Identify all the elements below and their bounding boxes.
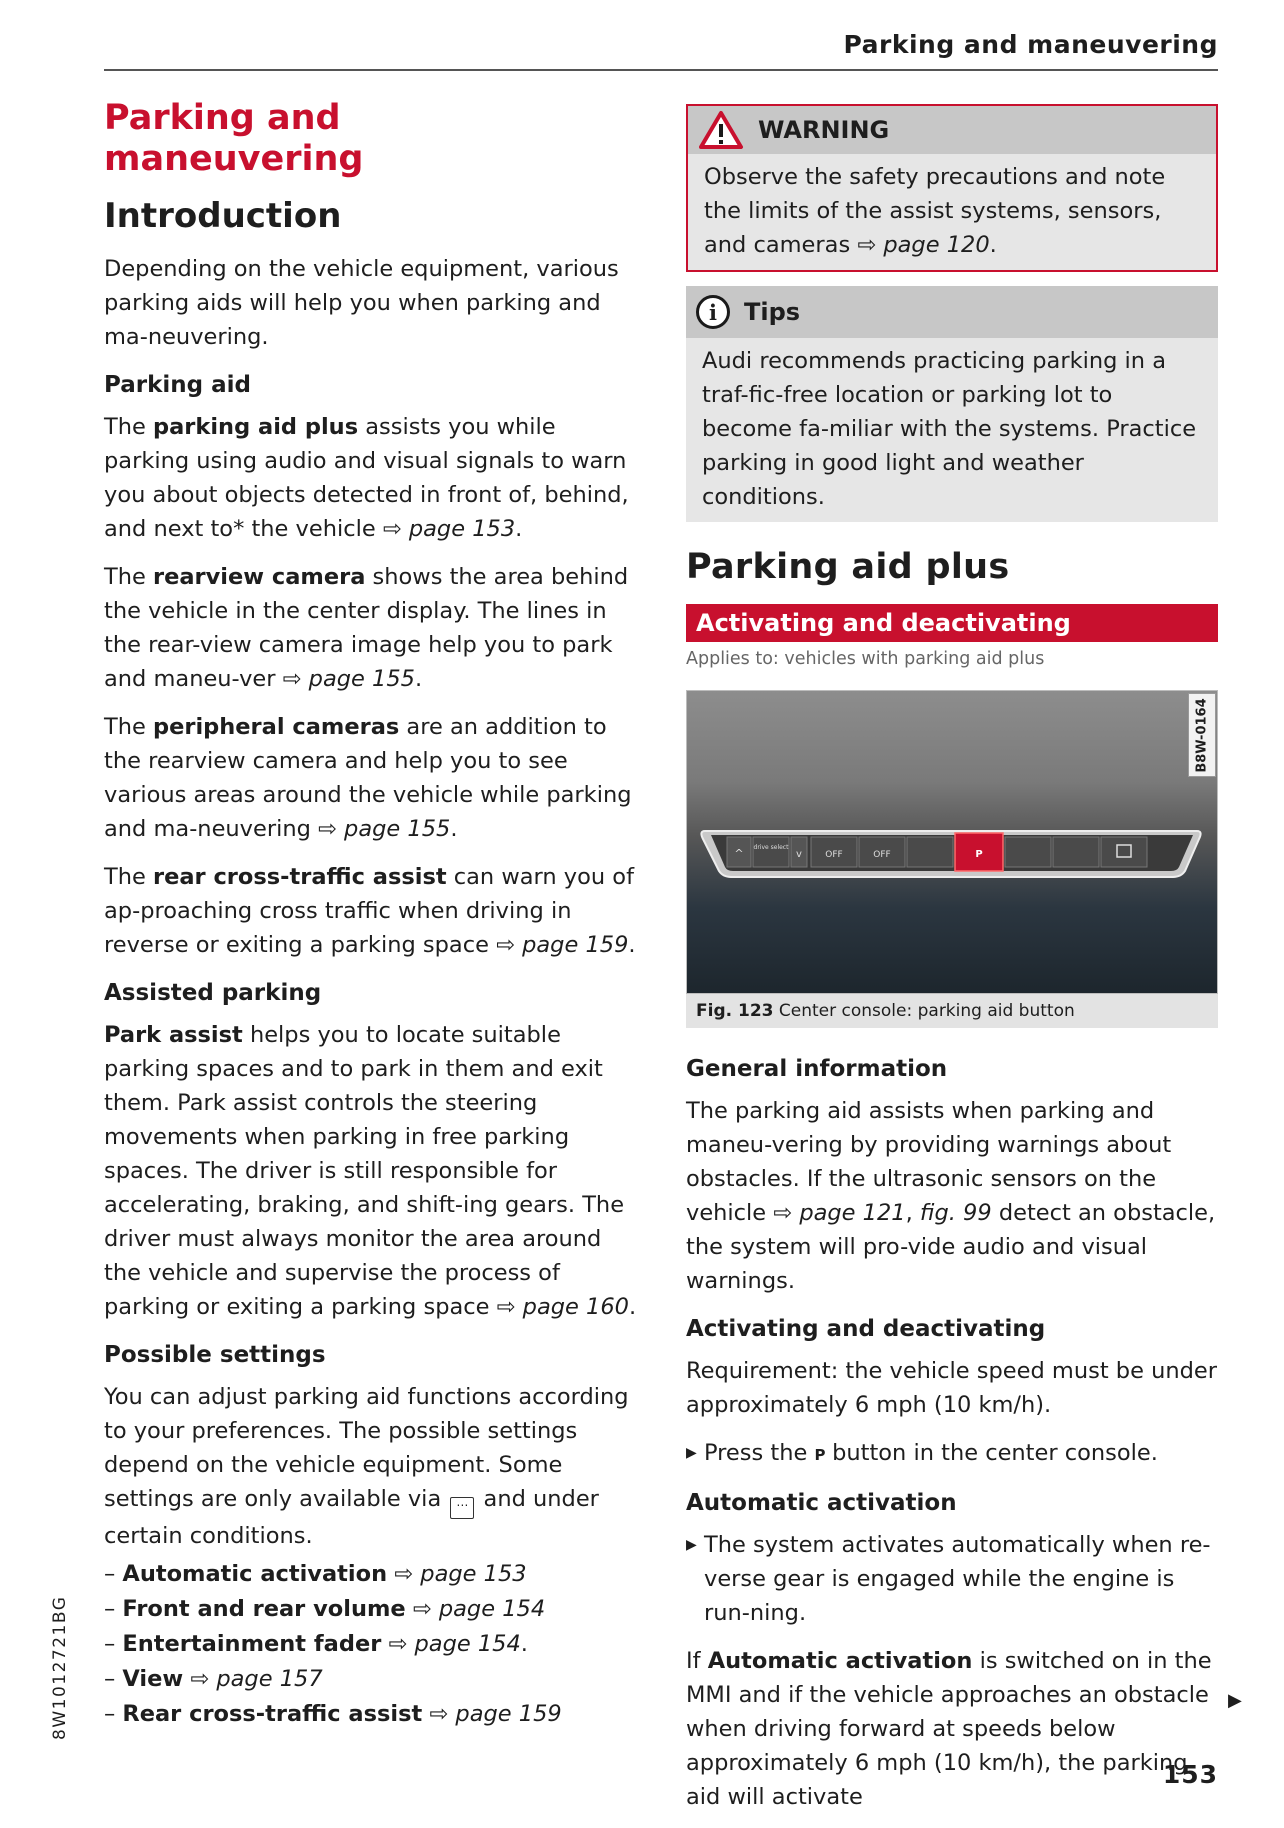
settings-list (104, 1557, 644, 1732)
page-ref-link[interactable] (318, 816, 450, 842)
tips-box (686, 286, 1218, 522)
ref-arrow-icon: ⇨ (496, 1294, 516, 1320)
ref-arrow-icon: ⇨ (282, 666, 302, 692)
setting-label: Front and rear volume (122, 1596, 406, 1622)
ref-text: page 154 (438, 1596, 546, 1622)
ref-text: page 160 (522, 1294, 629, 1320)
page-ref-link[interactable] (383, 516, 515, 542)
ref-text: page 155 (308, 666, 415, 692)
text: The (104, 564, 153, 590)
text: The parking aid assists when parking and maneu-vering by providing warnings about obstacles. If the ultrasonic sensors on the vehicle (686, 1098, 1172, 1226)
header-rule (104, 69, 1218, 71)
ref-arrow-icon: ⇨ (429, 1701, 449, 1727)
subhead-assisted-parking: Assisted parking (104, 980, 322, 1006)
ref-arrow-icon: ⇨ (394, 1561, 414, 1587)
text: The (104, 864, 153, 890)
text: assists you while parking using audio and visual signals to warn you about objects detected in front of, behind, and next to* the vehicle (104, 414, 629, 542)
section-title-introduction: Introduction (104, 196, 342, 236)
paragraph-general-information: The parking aid assists when parking and maneu-vering by providing warnings about obstacles. If the ultrasonic sensors on the vehicle ⇨ page 121, fig. 99 detect an obstacle, the system will pro-vide audio and visual warnings. (686, 1098, 1216, 1294)
parking-aid-button-symbol: P (814, 1446, 825, 1464)
text: The system activates automatically when re-verse gear is engaged while the engine is run-ning. (704, 1532, 1211, 1626)
ref-arrow-icon: ⇨ (318, 816, 337, 842)
page-number: 153 (1162, 1760, 1218, 1789)
running-header: Parking and maneuvering (843, 30, 1218, 59)
term-parking-aid-plus: parking aid plus (153, 414, 359, 440)
text: Press the (704, 1440, 815, 1466)
subhead-activating-deactivating: Activating and deactivating (686, 1316, 1046, 1342)
page-ref-link[interactable] (190, 1666, 322, 1692)
step-press-button (686, 1436, 1218, 1472)
term-rearview-camera: rearview camera (153, 564, 366, 590)
warning-text (688, 154, 1216, 270)
paragraph-park-assist (104, 1018, 644, 1324)
ref-arrow-icon: ⇨ (857, 232, 877, 258)
ref-arrow-icon: ⇨ (496, 932, 515, 958)
settings-list-item (104, 1592, 644, 1627)
chapter-title (104, 98, 644, 180)
tips-text: Audi recommends practicing parking in a traf-fic-free location or parking lot to become fa-miliar with the systems. Practice parking in good light and weather conditions. (702, 348, 1197, 510)
page-ref-link[interactable] (413, 1596, 545, 1622)
ref-text: page 155 (344, 816, 451, 842)
btn-drive-select-label: drive select (753, 844, 789, 851)
term-park-assist: Park assist (104, 1022, 243, 1048)
text: shows the area behind the vehicle in the center display. The lines in the rear-view camera image help you to park and maneu-ver (104, 564, 629, 692)
setting-label: Automatic activation (122, 1561, 388, 1587)
setting-label: View (122, 1666, 184, 1692)
menu-icon: ⋯ (450, 1497, 474, 1519)
step-bullet-icon: ▶ (686, 1445, 697, 1461)
intro-paragraph: Depending on the vehicle equipment, various parking aids will help you when parking and ma-neuvering. (104, 256, 619, 350)
settings-list-item (104, 1697, 644, 1732)
ref-text: page 159 (455, 1701, 562, 1727)
page-ref-link[interactable] (388, 1631, 520, 1657)
btn-off-2-label: OFF (873, 850, 891, 860)
paragraph-requirement: Requirement: the vehicle speed must be under approximately 6 mph (10 km/h). (686, 1358, 1217, 1418)
settings-list-item (104, 1557, 644, 1592)
continue-arrow-icon: ▶ (1228, 1690, 1242, 1711)
paragraph-possible-settings (104, 1380, 644, 1553)
applies-to-note: Applies to: vehicles with parking aid plus (686, 649, 1045, 669)
term-rear-cross-traffic-assist: rear cross-traffic assist (153, 864, 447, 890)
ref-text: page 153 (420, 1561, 527, 1587)
subhead-possible-settings: Possible settings (104, 1342, 326, 1368)
subhead-parking-aid: Parking aid (104, 372, 251, 398)
tips-header (686, 286, 1218, 338)
page-ref-link[interactable] (283, 666, 415, 692)
paragraph-automatic-activation (686, 1644, 1218, 1814)
figure-caption-text: Center console: parking aid button (778, 1001, 1075, 1021)
ref-arrow-icon: ⇨ (190, 1666, 210, 1692)
settings-list-item (104, 1627, 644, 1662)
term-peripheral-cameras: peripheral cameras (153, 714, 400, 740)
ref-text: page 159 (522, 932, 629, 958)
ref-arrow-icon: ⇨ (388, 1631, 408, 1657)
topic-bar: Activating and deactivating (686, 604, 1218, 642)
figure-ref[interactable]: fig. 99 (919, 1200, 992, 1226)
dash: – (104, 1701, 116, 1727)
dash: – (104, 1666, 116, 1692)
ref-text: page 154 (414, 1631, 521, 1657)
page-ref-link[interactable] (497, 1294, 629, 1320)
text: and under certain conditions. (104, 1486, 599, 1549)
step-automatic-activation (686, 1528, 1218, 1630)
page-ref-link[interactable] (773, 1200, 905, 1226)
warning-box (686, 104, 1218, 272)
parking-aid-button-label: P (975, 849, 983, 860)
ref-text: page 121 (799, 1200, 906, 1226)
setting-label: Rear cross-traffic assist (122, 1701, 423, 1727)
text: If (686, 1648, 708, 1674)
warning-triangle-icon (698, 110, 744, 150)
text: . (628, 932, 636, 958)
figure-number: Fig. 123 (696, 1001, 774, 1021)
ref-text: page 120 (883, 232, 990, 258)
ref-text: page 157 (216, 1666, 323, 1692)
warning-label: WARNING (758, 116, 890, 144)
text: Observe the safety precautions and note the limits of the assist systems, sensors, and cameras (704, 164, 1166, 258)
page-ref-link[interactable] (496, 932, 628, 958)
svg-text:^: ^ (734, 847, 744, 860)
btn-off-1-label: OFF (825, 850, 843, 860)
text: The (104, 414, 153, 440)
chapter-title-line-1: Parking and (104, 98, 341, 138)
text: are an addition to the rearview camera and help you to see various areas around the vehicle while parking and ma-neuvering (104, 714, 632, 842)
text: . (989, 232, 997, 258)
text: . (628, 1294, 637, 1320)
center-console-illustration (697, 827, 1207, 879)
figure-code-text: B8W-0164 (1194, 697, 1210, 773)
svg-text:v: v (796, 849, 802, 860)
text: The (104, 714, 153, 740)
text: detect an obstacle, the system will pro-vide audio and visual warnings. (686, 1200, 1216, 1294)
paragraph-peripheral-cameras (104, 710, 644, 846)
page-ref-link[interactable] (394, 1561, 526, 1587)
text: button in the center console. (824, 1440, 1158, 1466)
warning-header (688, 106, 1216, 154)
paragraph-rearview-camera (104, 560, 644, 696)
text: . (515, 516, 523, 542)
paragraph-rear-cross-traffic (104, 860, 644, 962)
term-automatic-activation: Automatic activation (707, 1648, 973, 1674)
ref-arrow-icon: ⇨ (412, 1596, 432, 1622)
info-icon: i (696, 295, 730, 329)
text: helps you to locate suitable parking spaces and to park in them and exit them. Park assist controls the steering movements when parking in free parking spaces. The driver is still responsible for accelerating, braking, and shift-ing gears. The driver must always monitor the area around the vehicle and supervise the process of parking or exiting a parking space (104, 1022, 625, 1320)
dash: – (104, 1631, 116, 1657)
left-column (104, 98, 644, 1732)
text: . (414, 666, 423, 692)
ref-text: page 153 (408, 516, 516, 542)
section-title-parking-aid-plus: Parking aid plus (686, 547, 1010, 587)
text: is switched on in the MMI and if the vehicle approaches an obstacle when driving forward at speeds below approximately 6 mph (10 km/h), the parking aid will activate (686, 1648, 1212, 1810)
figure-code (1188, 693, 1216, 777)
text: . (450, 816, 458, 842)
ref-arrow-icon: ⇨ (773, 1200, 793, 1226)
tips-label: Tips (744, 298, 801, 326)
subhead-general-information: General information (686, 1056, 948, 1082)
text: . (520, 1631, 528, 1657)
dash: – (104, 1596, 116, 1622)
settings-list-item (104, 1662, 644, 1697)
figure-caption (686, 994, 1218, 1028)
text: You can adjust parking aid functions according to your preferences. The possible settings depend on the vehicle equipment. Some settings are only available via (104, 1384, 629, 1512)
step-bullet-icon: ▶ (686, 1537, 697, 1553)
ref-arrow-icon: ⇨ (382, 516, 402, 542)
figure-center-console (686, 690, 1218, 994)
chapter-title-line-2: maneuvering (104, 139, 364, 179)
document-code: 8W1012721BG (50, 1595, 70, 1740)
page-ref-link[interactable] (857, 232, 989, 258)
page-ref-link[interactable] (429, 1701, 561, 1727)
right-column (686, 104, 1218, 1828)
text: can warn you of ap-proaching cross traffic when driving in reverse or exiting a parking space (104, 864, 634, 958)
paragraph-parking-aid-plus (104, 410, 644, 546)
setting-label: Entertainment fader (122, 1631, 382, 1657)
dash: – (104, 1561, 116, 1587)
subhead-automatic-activation: Automatic activation (686, 1490, 957, 1516)
